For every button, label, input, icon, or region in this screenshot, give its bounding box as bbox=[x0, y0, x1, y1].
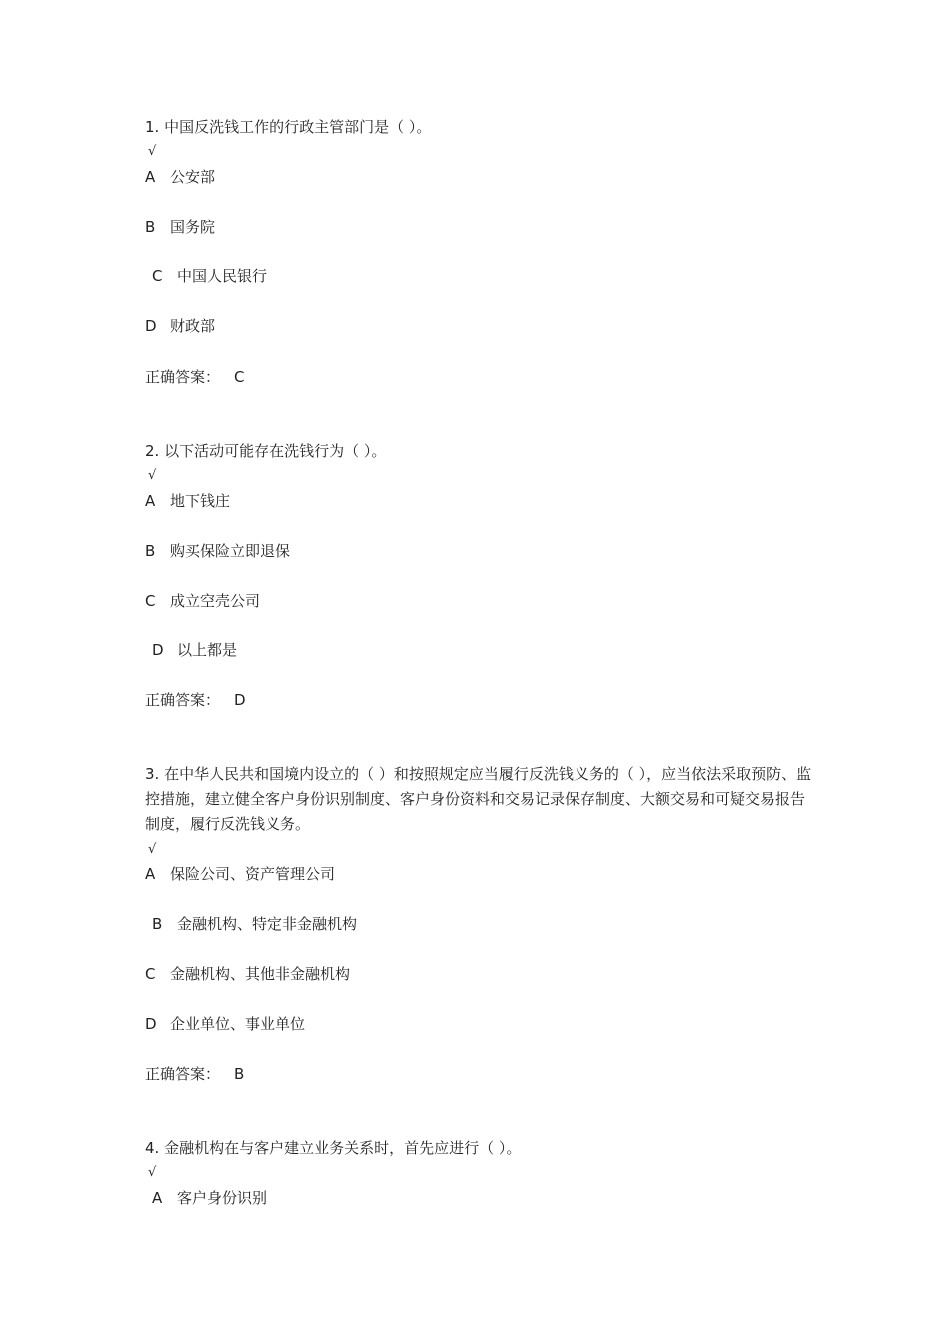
option-text: 金融机构、特定非金融机构 bbox=[177, 915, 358, 933]
question-number: 3. bbox=[145, 765, 160, 783]
option-text: 以上都是 bbox=[177, 641, 238, 659]
question-text: 在中华人民共和国境内设立的（ ）和按照规定应当履行反洗钱义务的（ ），应当依法采取预防、监控措施，建立健全客户身份识别制度、客户身份资料和交易记录保存制度、大额交易和可疑交易报告制度，履行反洗钱义务。 bbox=[145, 765, 812, 833]
option-letter: A bbox=[145, 865, 156, 883]
option-letter: D bbox=[145, 317, 157, 335]
question-text: 中国反洗钱工作的行政主管部门是（ ）。 bbox=[164, 118, 432, 136]
question-3-option-b bbox=[152, 914, 357, 934]
option-text: 财政部 bbox=[170, 317, 216, 335]
question-3-option-d bbox=[145, 1014, 305, 1034]
answer-label: 正确答案： bbox=[145, 1065, 221, 1083]
question-3-answer bbox=[145, 1064, 244, 1084]
question-1-option-a bbox=[145, 167, 215, 187]
answer-label: 正确答案： bbox=[145, 368, 221, 386]
answer-value: C bbox=[234, 368, 245, 386]
option-letter: A bbox=[152, 1189, 163, 1207]
question-2-option-c bbox=[145, 591, 260, 611]
question-2-option-d bbox=[152, 640, 237, 660]
question-2-option-b bbox=[145, 541, 290, 561]
option-text: 公安部 bbox=[170, 168, 216, 186]
option-text: 中国人民银行 bbox=[177, 267, 268, 285]
question-2-stem bbox=[145, 441, 386, 461]
question-1-answer bbox=[145, 367, 245, 387]
option-letter: C bbox=[145, 965, 156, 983]
check-mark-icon: √ bbox=[148, 842, 157, 857]
question-1-option-d bbox=[145, 316, 215, 336]
question-number: 4. bbox=[145, 1139, 160, 1157]
question-number: 1. bbox=[145, 118, 160, 136]
question-2-option-a bbox=[145, 491, 230, 511]
question-3-stem bbox=[145, 762, 815, 837]
question-4-stem bbox=[145, 1138, 521, 1158]
answer-value: B bbox=[234, 1065, 245, 1083]
option-text: 地下钱庄 bbox=[170, 492, 231, 510]
option-letter: A bbox=[145, 492, 156, 510]
option-letter: D bbox=[145, 1015, 157, 1033]
option-letter: C bbox=[152, 267, 163, 285]
question-3-option-c bbox=[145, 964, 350, 984]
question-3-option-a bbox=[145, 864, 335, 884]
option-letter: B bbox=[152, 915, 163, 933]
option-letter: B bbox=[145, 218, 156, 236]
question-text: 以下活动可能存在洗钱行为（ ）。 bbox=[164, 442, 387, 460]
option-letter: B bbox=[145, 542, 156, 560]
option-text: 企业单位、事业单位 bbox=[170, 1015, 306, 1033]
option-text: 保险公司、资产管理公司 bbox=[170, 865, 336, 883]
question-2-answer bbox=[145, 690, 246, 710]
question-4-option-a bbox=[152, 1188, 267, 1208]
option-text: 购买保险立即退保 bbox=[170, 542, 291, 560]
check-mark-icon: √ bbox=[148, 144, 157, 159]
check-mark-icon: √ bbox=[148, 1165, 157, 1180]
question-1-stem bbox=[145, 117, 431, 137]
option-letter: A bbox=[145, 168, 156, 186]
option-letter: C bbox=[145, 592, 156, 610]
option-text: 成立空壳公司 bbox=[170, 592, 261, 610]
answer-value: D bbox=[234, 691, 246, 709]
question-text: 金融机构在与客户建立业务关系时，首先应进行（ ）。 bbox=[164, 1139, 522, 1157]
option-letter: D bbox=[152, 641, 164, 659]
option-text: 国务院 bbox=[170, 218, 216, 236]
question-number: 2. bbox=[145, 442, 160, 460]
answer-label: 正确答案： bbox=[145, 691, 221, 709]
option-text: 客户身份识别 bbox=[177, 1189, 268, 1207]
check-mark-icon: √ bbox=[148, 468, 157, 483]
question-1-option-b bbox=[145, 217, 215, 237]
option-text: 金融机构、其他非金融机构 bbox=[170, 965, 351, 983]
question-1-option-c bbox=[152, 266, 267, 286]
